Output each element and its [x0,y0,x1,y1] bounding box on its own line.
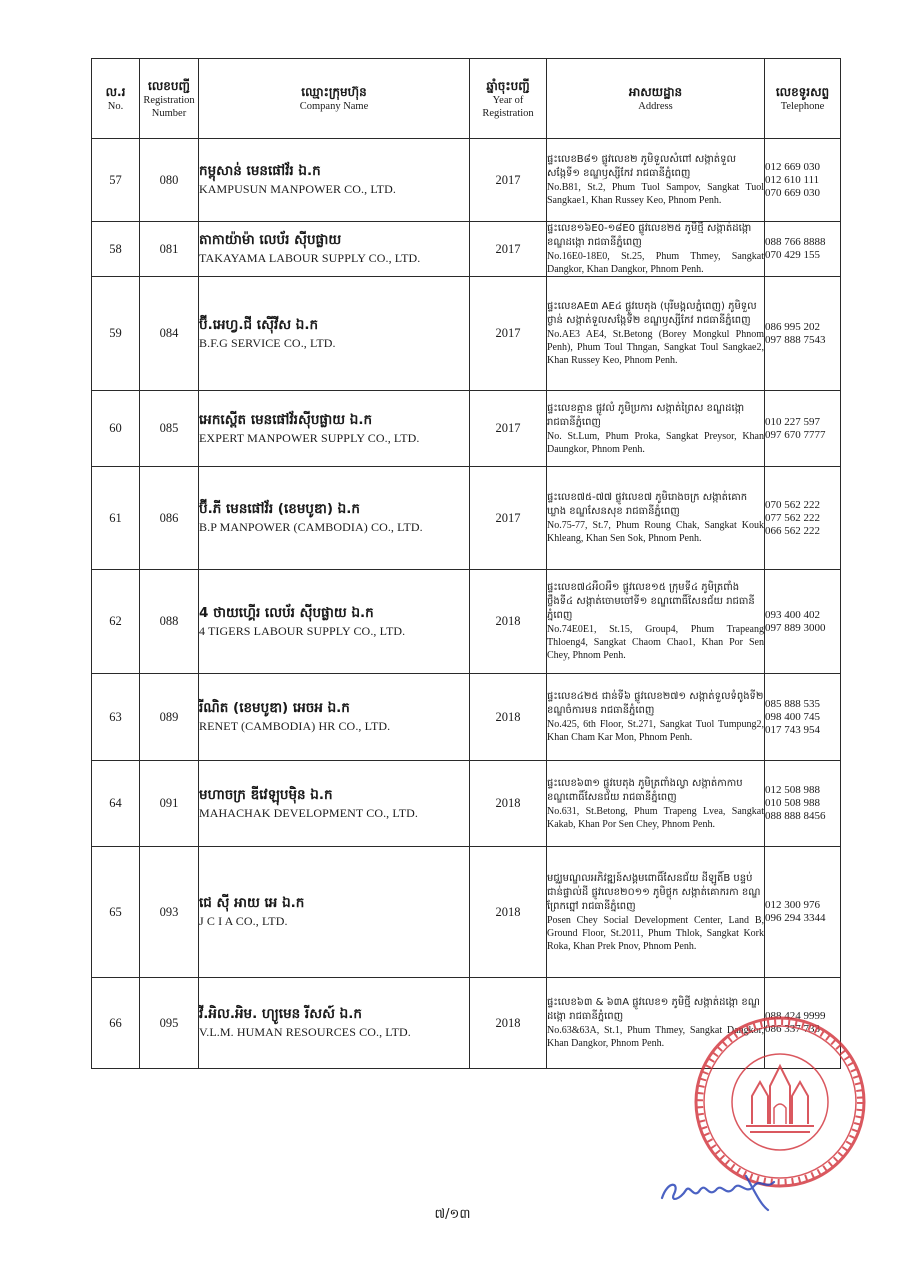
registration-number: 088 [140,570,199,674]
telephone-number: 070 429 155 [765,249,820,261]
company-name-en: KAMPUSUN MANPOWER CO., LTD. [199,182,396,196]
table-row [92,847,841,978]
header-reg-en: Registration Number [143,94,195,119]
address-en: No.63&63A, St.1, Phum Thmey, Sangkat Dangkor, Khan Dangkor, Phnom Penh. [547,1025,764,1049]
telephone-number: 088 424 9999 [765,1010,826,1022]
company-name-kh: វី.អិល.អិម. ហ្យូមេន រីសស៍ ឯ.ក [199,1006,362,1022]
registration-year: 2017 [470,222,547,277]
registration-number: 086 [140,467,199,570]
registration-number: 089 [140,674,199,761]
telephone-number: 012 669 030 [765,160,820,173]
company-name-en: EXPERT MANPOWER SUPPLY CO., LTD. [199,430,420,445]
registration-year: 2018 [470,978,547,1069]
row-number: 61 [92,467,140,570]
telephone-number: 017 743 954 [765,723,820,736]
header-name-kh: ឈ្មោះក្រុមហ៊ុន [301,85,367,99]
address-en: No.16E0-18E0, St.25, Phum Thmey, Sangkat Dangkor, Khan Dangkor, Phnom Penh. [547,251,764,275]
telephone-number: 097 889 3000 [765,621,826,634]
header-reg-kh: លេខបញ្ជី [148,78,190,93]
header-no-en: No. [107,101,124,112]
registration-year: 2018 [470,847,547,978]
telephone-number: 077 562 222 [765,511,820,524]
address-kh: ផ្ទះលេខ៤២៥ ជាន់ទី៦ ផ្លូវលេខ២៧១ សង្កាត់ទួលទំពូងទី២ ខណ្ឌចំការមន រាជធានីភ្នំពេញ [547,691,764,716]
company-name-en: J C I A CO., LTD. [199,914,288,928]
company-name-kh: ប៊ី.ភី មេនផៅវ័រ (ខេមបូឌា) ឯ.ក [199,501,360,517]
table-row [92,277,841,391]
table-row [92,674,841,761]
telephone-number: 086 995 202 [765,320,820,333]
company-name-cell [199,761,470,847]
row-number: 58 [92,222,140,277]
company-name-kh: ជេ ស៊ី អាយ អេ ឯ.ក [199,895,305,911]
table-row [92,391,841,467]
table-header-row [92,59,841,139]
company-name-cell [199,139,470,222]
telephone-cell [765,277,841,391]
registration-year: 2017 [470,139,547,222]
telephone-number: 066 562 222 [765,524,820,537]
address-cell [547,391,765,467]
row-number: 65 [92,847,140,978]
row-number: 63 [92,674,140,761]
row-number: 57 [92,139,140,222]
telephone-cell [765,847,841,978]
company-name-cell [199,978,470,1069]
telephone-cell [765,467,841,570]
telephone-number: 070 669 030 [765,186,820,199]
address-kh: ផ្ទះលេខ១៦E0-១៨E0 ផ្លូវលេខ២៥ ភូមិថ្មី សង្កាត់ដង្កោ ខណ្ឌដង្កោ រាជធានីភ្នំពេញ [547,223,752,248]
row-number: 60 [92,391,140,467]
address-kh: ផ្ទះលេខគ្មាន ផ្លូវលំ ភូមិប្រការ សង្កាត់ព្រៃស ខណ្ឌដង្កោ រាជធានីភ្នំពេញ [547,402,745,428]
address-cell [547,277,765,391]
registration-year: 2018 [470,674,547,761]
address-kh: ផ្ទះលេខAE៣ AE៤ ផ្លូវបេតុង (បុរីមង្គលភ្នំពេញ) ភូមិទួលថ្ងាន់ សង្កាត់ទួលសង្កែទី២ ខណ្ឌឫស្សីកែវ រាជធានីភ្នំពេញ [547,301,757,326]
company-name-en: RENET (CAMBODIA) HR CO., LTD. [199,719,391,733]
header-addr-kh: អាសយដ្ឋាន [628,85,683,99]
registration-number: 091 [140,761,199,847]
company-name-kh: រីណិត (ខេមបូឌា) អេចអ ឯ.ក [199,700,350,716]
company-name-kh: តាកាយ៉ាម៉ា លេប័រ ស៊ីបផ្លាយ [199,232,342,248]
row-number: 62 [92,570,140,674]
company-name-en: TAKAYAMA LABOUR SUPPLY CO., LTD. [199,251,421,265]
telephone-number: 088 888 8456 [765,810,826,822]
address-en: No.75-77, St.7, Phum Roung Chak, Sangkat Kouk Khleang, Khan Sen Sok, Phnom Penh. [547,520,764,544]
company-name-en: B.P MANPOWER (CAMBODIA) CO., LTD. [199,520,423,534]
telephone-number: 098 400 745 [765,710,820,723]
address-kh: ផ្ទះលេខ៦៣ & ៦៣A ផ្លូវលេខ១ ភូមិថ្មី សង្កាត់ដង្កោ ខណ្ឌដង្កោ រាជធានីភ្នំពេញ [547,997,760,1022]
registration-year: 2018 [470,570,547,674]
company-name-en: MAHACHAK DEVELOPMENT CO., LTD. [199,805,419,820]
address-cell [547,139,765,222]
address-en: No.74E0E1, St.15, Group4, Phum Trapeang Thloeng4, Sangkat Chaom Chao1, Khan Por Sen Chey, Phnom Penh. [547,624,764,661]
header-year-kh: ឆ្នាំចុះបញ្ជី [486,78,530,93]
company-name-cell [199,570,470,674]
telephone-number: 085 888 535 [765,697,820,710]
address-cell [547,761,765,847]
address-cell [547,467,765,570]
header-name-en: Company Name [299,101,369,112]
table-row [92,222,841,277]
address-kh: ផ្ទះលេខ៧៤អឺ០អឺ១ ផ្លូវលេខ១៥ ក្រុមទី៤ ភូមិត្រពាំងថ្លឹងទី៤ សង្កាត់ចោមចៅទី១ ខណ្ឌពោធិ៍សែនជ័យ រាជធានីភ្នំពេញ [547,582,755,621]
row-number: 59 [92,277,140,391]
telephone-cell [765,761,841,847]
company-name-cell [199,847,470,978]
telephone-number: 012 508 988 [765,784,820,796]
telephone-cell [765,222,841,277]
address-en: No.AE3 AE4, St.Betong (Borey Mongkul Phnom Penh), Phum Toul Thngan, Sangkat Toul Sangkae2, Khan Russey Keo, Phnom Penh. [547,329,764,366]
header-address [547,59,765,139]
address-cell [547,222,765,277]
header-year [470,59,547,139]
table-row [92,761,841,847]
company-name-kh: កម្ពុសាន់ មេនផៅវ័រ ឯ.ក [199,163,321,179]
address-cell [547,570,765,674]
registration-number: 085 [140,391,199,467]
company-name-en: B.F.G SERVICE CO., LTD. [199,335,336,350]
header-tel-kh: លេខទូរសព្ទ [775,85,830,99]
header-no [92,59,140,139]
address-en: No. St.Lum, Phum Proka, Sangkat Preysor, Khan Daungkor, Phnom Penh. [547,430,764,455]
address-en: Posen Chey Social Development Center, Land B, Ground Floor, St.2011, Phum Thlok, Sangkat Kork Roka, Khan Prek Pnov, Phnom Penh. [547,914,764,952]
telephone-number: 097 888 7543 [765,333,826,346]
address-en: No.631, St.Betong, Phum Trapeng Lvea, Sangkat Kakab, Khan Por Sen Chey, Phnom Penh. [547,805,764,830]
telephone-cell [765,570,841,674]
registration-number: 093 [140,847,199,978]
company-name-cell [199,277,470,391]
registration-year: 2018 [470,761,547,847]
telephone-number: 086 337 733 [765,1023,820,1035]
company-name-kh: 4 ថាយហ្គើរ លេប័រ ស៊ីបផ្លាយ ឯ.ក [199,604,374,621]
header-company-name [199,59,470,139]
registration-number: 095 [140,978,199,1069]
telephone-number: 010 227 597 [765,415,820,428]
telephone-cell [765,139,841,222]
address-kh: ផ្ទះលេខ៦៣១ ផ្លូវបេតុង ភូមិត្រពាំងល្វា សង្កាត់កាកាប ខណ្ឌពោធិ៍សែនជ័យ រាជធានីភ្នំពេញ [547,777,743,803]
company-name-cell [199,674,470,761]
address-cell [547,674,765,761]
table-body [92,139,841,1069]
address-en: No.B81, St.2, Phum Tuol Sampov, Sangkat Tuol Sangkae1, Khan Russey Keo, Phnom Penh. [547,182,764,206]
telephone-number: 096 294 3344 [765,912,826,924]
table-row [92,139,841,222]
telephone-cell [765,391,841,467]
telephone-cell [765,674,841,761]
header-year-en: Year of Registration [482,94,534,119]
header-telephone [765,59,841,139]
header-tel-en: Telephone [780,101,825,112]
table-row [92,570,841,674]
company-name-kh: ប៊ី.អេហ្វ.ជី ស៊ើវីស ឯ.ក [199,316,319,333]
registration-year: 2017 [470,277,547,391]
company-name-en: V.L.M. HUMAN RESOURCES CO., LTD. [199,1025,411,1039]
company-name-cell [199,467,470,570]
company-name-cell [199,391,470,467]
header-addr-en: Address [638,101,673,112]
telephone-number: 070 562 222 [765,498,820,511]
row-number: 66 [92,978,140,1069]
company-name-kh: មហាចក្រ ឌីវេឡុបម៉ិន ឯ.ក [199,786,333,803]
telephone-number: 012 300 976 [765,899,820,911]
telephone-number: 097 670 7777 [765,428,826,441]
header-no-kh: ល.រ [105,85,126,99]
company-name-cell [199,222,470,277]
page-number: ៧/១៣ [434,1207,471,1222]
registration-year: 2017 [470,391,547,467]
address-kh: ផ្ទះលេខB៨១ ផ្លូវលេខ២ ភូមិទួលសំពៅ សង្កាត់ទួលសង្កែទី១ ខណ្ឌឫស្សីកែវ រាជធានីភ្នំពេញ [547,154,737,179]
telephone-number: 010 508 988 [765,797,820,809]
telephone-number: 093 400 402 [765,608,820,621]
address-kh: ផ្ទះលេខ៧៥-៧៧ ផ្លូវលេខ៧ ភូមិរោងចក្រ សង្កាត់គោកឃ្លាង ខណ្ឌសែនសុខ រាជធានីភ្នំពេញ [547,492,748,517]
address-cell [547,847,765,978]
registration-number: 081 [140,222,199,277]
registration-year: 2017 [470,467,547,570]
company-name-en: 4 TIGERS LABOUR SUPPLY CO., LTD. [199,623,406,638]
company-name-kh: អេកស្ពើត មេនផៅវ័រស៊ីបផ្លាយ ឯ.ក [199,411,373,428]
table-row [92,467,841,570]
header-registration-number [140,59,199,139]
registration-number: 080 [140,139,199,222]
telephone-number: 088 766 8888 [765,236,826,248]
telephone-number: 012 610 111 [765,173,820,186]
row-number: 64 [92,761,140,847]
registration-number: 084 [140,277,199,391]
address-en: No.425, 6th Floor, St.271, Sangkat Tuol Tumpung2, Khan Cham Kar Mon, Phnom Penh. [547,719,764,743]
company-registry-table [91,58,841,1069]
address-kh: មជ្ឈមណ្ឌលអភិវឌ្ឍន៍សង្គមពោធិ៍សែនជ័យ ដីឡូតិ៍B បន្ទប់ជាន់ផ្ទាល់ដី ផ្លូវលេខ២០១១ ភូមិថ្លុក សង្កាត់គោករកា ខណ្ឌព្រែកព្នៅ រាជធានីភ្នំពេញ [547,872,761,912]
